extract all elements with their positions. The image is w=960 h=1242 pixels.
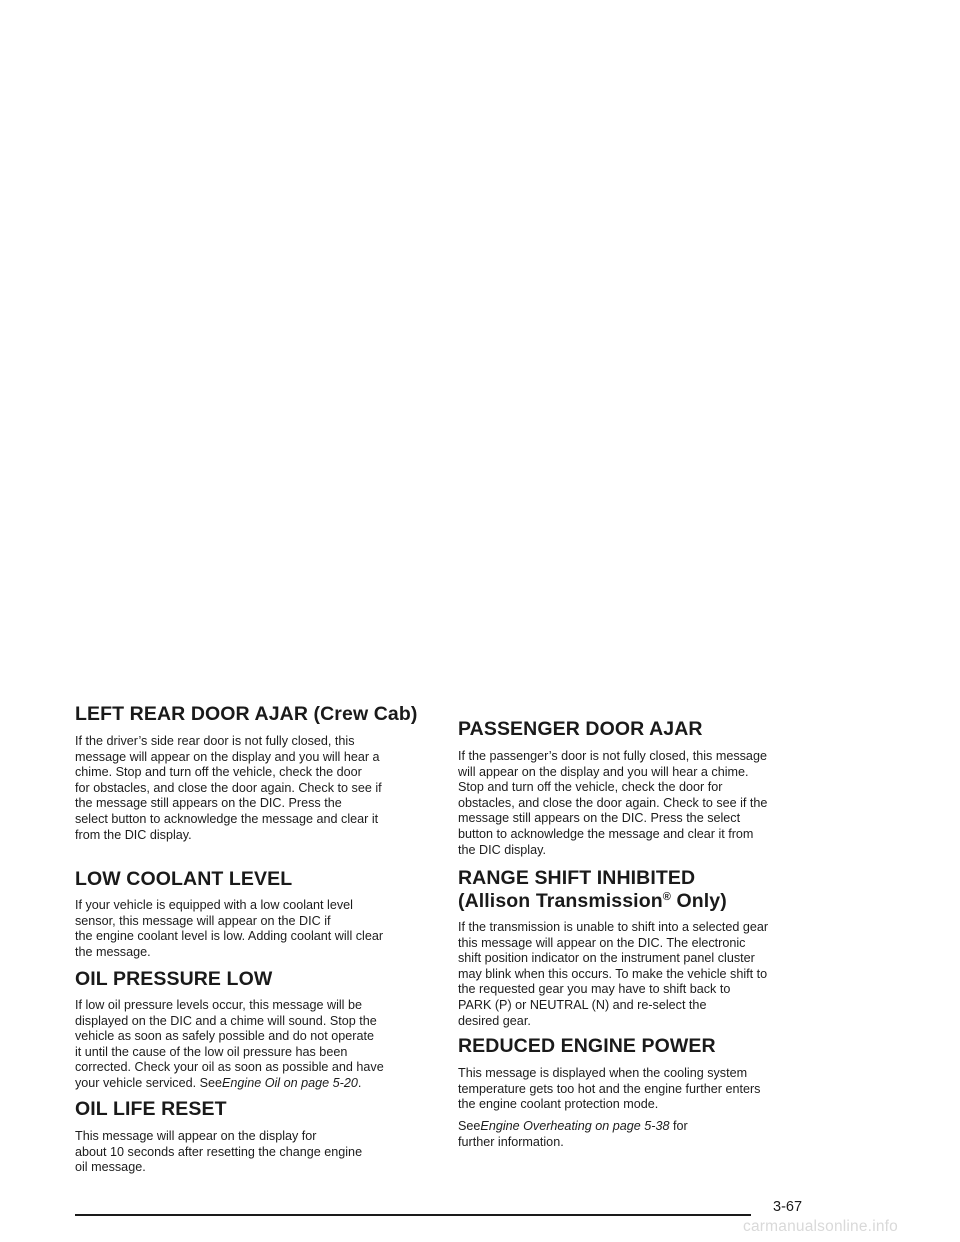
- section-title-oil-life-reset: OIL LIFE RESET: [75, 1098, 227, 1120]
- text-line: If the driver’s side rear door is not fully closed, this: [75, 734, 355, 748]
- text-line: select button to acknowledge the message and clear it: [75, 811, 379, 826]
- text-line: oil message.: [75, 1160, 146, 1175]
- text-line: If low oil pressure levels occur, this message will be: [75, 998, 362, 1012]
- text-line: the message still appears on the DIC. Press the: [75, 796, 342, 811]
- section-reference-reduced-engine-power: [458, 1119, 688, 1150]
- reference-prefix: See: [458, 1119, 481, 1133]
- text-line: PARK (P) or NEUTRAL (N) and re-select the: [458, 997, 707, 1012]
- text-line: from the DIC display.: [75, 827, 192, 842]
- text-line: If the transmission is unable to shift into a selected gear: [458, 920, 769, 934]
- text-line: may blink when this occurs. To make the vehicle shift to: [458, 966, 768, 981]
- reference-prefix: your vehicle serviced. See: [75, 1075, 222, 1090]
- section-title-range-shift-inhibited: [458, 867, 727, 913]
- text-line: corrected. Check your oil as soon as possible and have: [75, 1060, 384, 1075]
- page-number: 3-67: [773, 1199, 803, 1215]
- section-body-low-coolant-level: [75, 898, 383, 960]
- text-line: chime. Stop and turn off the vehicle, check the door: [75, 765, 362, 780]
- registered-trademark-symbol: ®: [662, 891, 671, 903]
- watermark: carmanualsonline.info: [743, 1218, 898, 1235]
- text-line: the DIC display.: [458, 842, 546, 857]
- text-line: vehicle as soon as safely possible and do not operate: [75, 1029, 374, 1044]
- text-line: further information.: [458, 1134, 564, 1149]
- text-line: Stop and turn off the vehicle, check the door for: [458, 780, 723, 795]
- text-line: button to acknowledge the message and clear it from: [458, 826, 754, 841]
- text-line: displayed on the DIC and a chime will sound. Stop the: [75, 1013, 377, 1028]
- footer-rule: [75, 1214, 751, 1216]
- text-line: If your vehicle is equipped with a low coolant level: [75, 898, 353, 912]
- section-body-passenger-door-ajar: [458, 749, 767, 858]
- text-line: [75, 1076, 384, 1092]
- text-line: for obstacles, and close the door again. Check to see if: [75, 780, 382, 795]
- title-line: RANGE SHIFT INHIBITED: [458, 867, 696, 889]
- text-line: If the passenger’s door is not fully closed, this message: [458, 749, 767, 763]
- text-line: message still appears on the DIC. Press the select: [458, 811, 741, 826]
- text-line: the engine coolant protection mode.: [458, 1097, 659, 1112]
- section-title-reduced-engine-power: REDUCED ENGINE POWER: [458, 1035, 716, 1057]
- text-line: the requested gear you may have to shift back to: [458, 982, 731, 997]
- section-title-left-rear-door-ajar: LEFT REAR DOOR AJAR (Crew Cab): [75, 703, 418, 725]
- text-line: it until the cause of the low oil pressure has been: [75, 1044, 348, 1059]
- section-body-oil-pressure-low: [75, 998, 384, 1092]
- reference-suffix: for: [669, 1119, 688, 1133]
- text-line: message will appear on the display and you will hear a: [75, 749, 380, 764]
- title-line: Only): [670, 890, 727, 912]
- section-title-low-coolant-level: LOW COOLANT LEVEL: [75, 868, 293, 890]
- text-line: will appear on the display and you will hear a chime.: [458, 764, 749, 779]
- reference-suffix: .: [357, 1075, 362, 1090]
- text-line: this message will appear on the DIC. The electronic: [458, 935, 746, 950]
- section-title-oil-pressure-low: OIL PRESSURE LOW: [75, 968, 273, 990]
- text-line: about 10 seconds after resetting the change engine: [75, 1144, 363, 1159]
- page-reference-engine-overheating[interactable]: Engine Overheating on page 5-38: [480, 1119, 670, 1133]
- text-line: temperature gets too hot and the engine further enters: [458, 1081, 761, 1096]
- text-line: sensor, this message will appear on the DIC if: [75, 913, 331, 928]
- title-line: (Allison Transmission: [458, 890, 663, 912]
- text-line: obstacles, and close the door again. Check to see if the: [458, 795, 768, 810]
- section-body-left-rear-door-ajar: [75, 734, 382, 843]
- text-line: shift position indicator on the instrument panel cluster: [458, 951, 755, 966]
- text-line: [458, 1119, 688, 1135]
- text-line: the message.: [75, 944, 151, 959]
- page-reference-engine-oil[interactable]: Engine Oil on page 5-20: [222, 1075, 358, 1090]
- section-title-passenger-door-ajar: PASSENGER DOOR AJAR: [458, 718, 703, 740]
- text-line: This message is displayed when the cooling system: [458, 1066, 748, 1080]
- text-line: This message will appear on the display for: [75, 1129, 317, 1143]
- text-line: the engine coolant level is low. Adding coolant will clear: [75, 929, 384, 944]
- text-line: desired gear.: [458, 1013, 531, 1028]
- section-body-reduced-engine-power: [458, 1066, 760, 1113]
- section-body-oil-life-reset: [75, 1129, 362, 1176]
- section-body-range-shift-inhibited: [458, 920, 768, 1029]
